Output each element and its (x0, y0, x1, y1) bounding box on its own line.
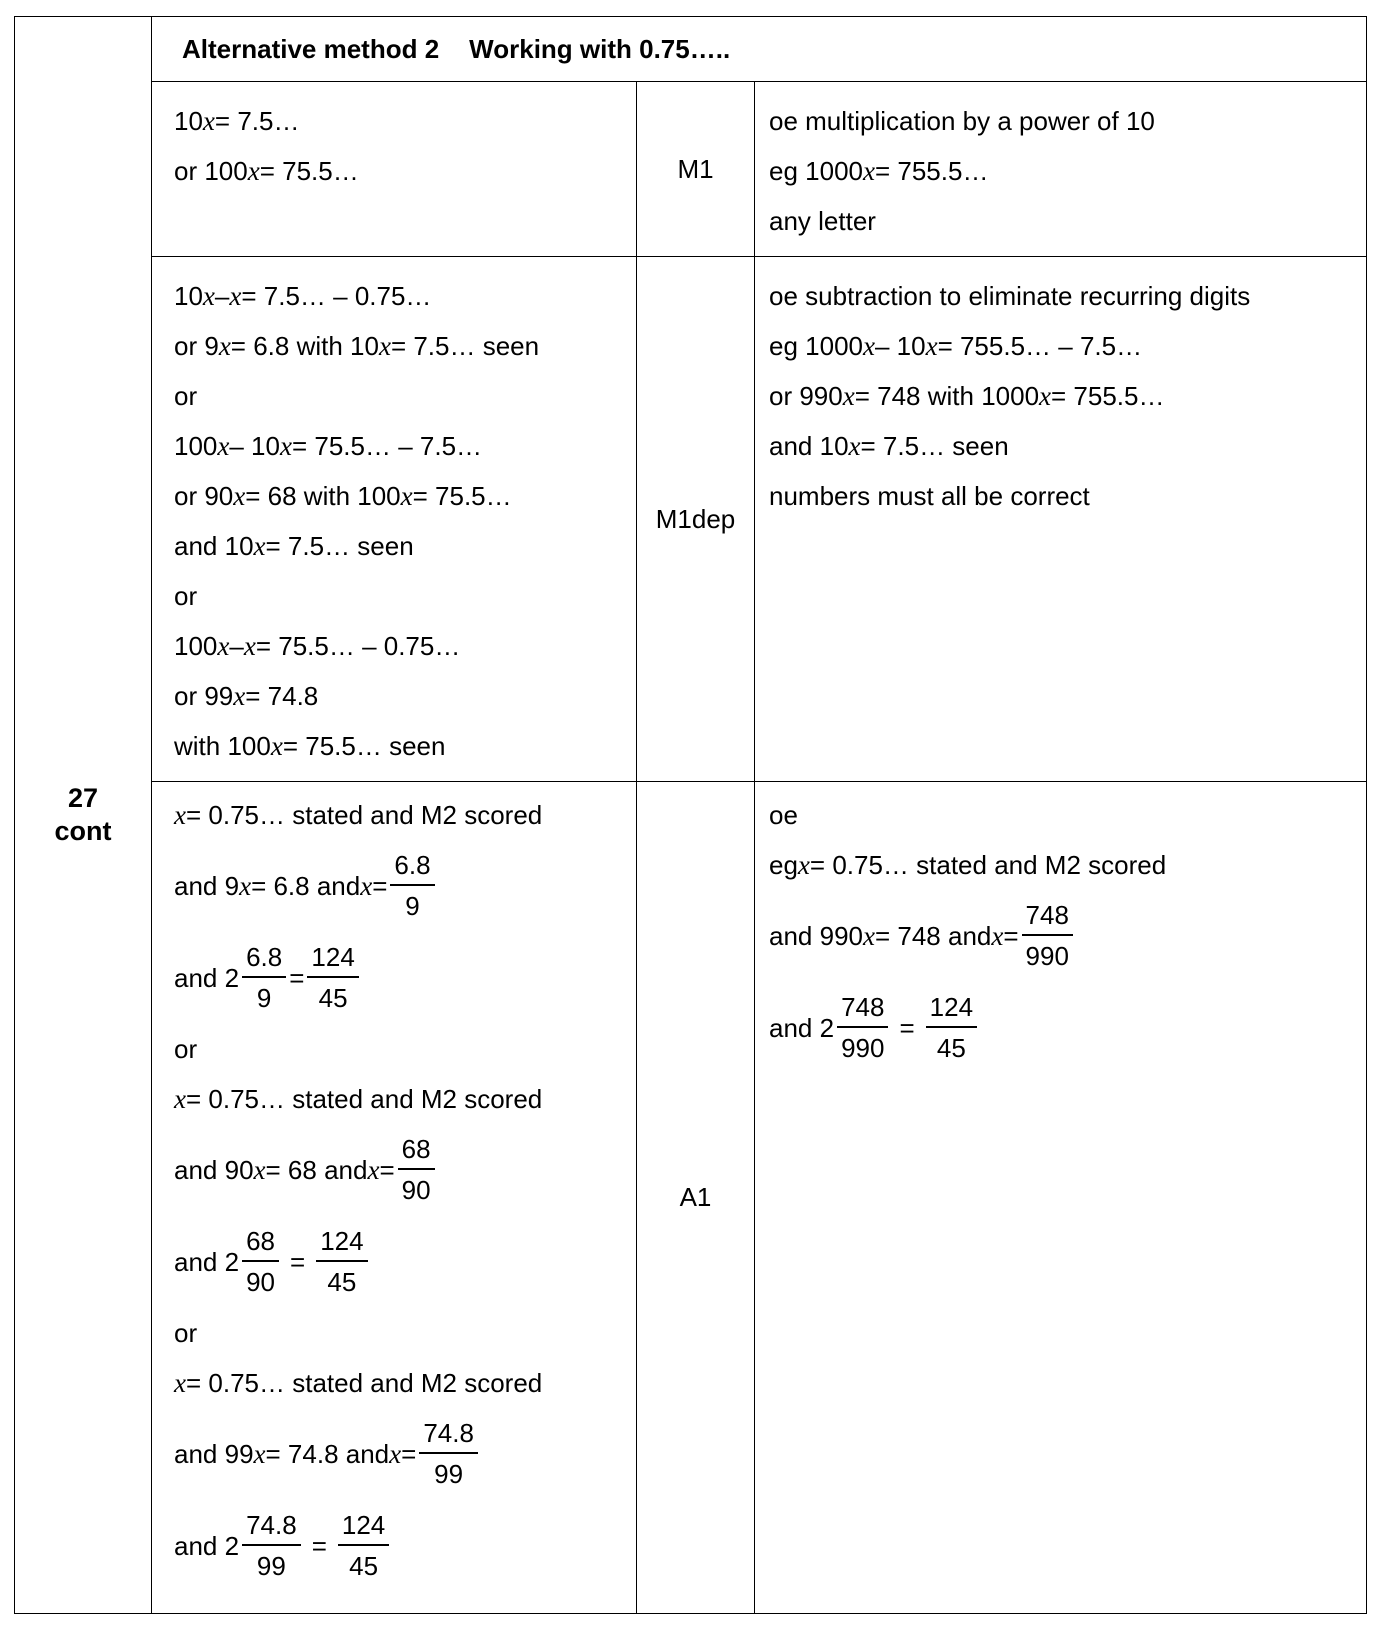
fraction: $\frac{124}{45}$ (926, 988, 977, 1068)
working-line: and 2 $\frac{74.8}{99}$ = $\frac{124}{45}$ (174, 1500, 626, 1592)
working-line: 10 x = 7.5… (174, 106, 300, 136)
working-line: x = 0.75… stated and M2 scored (174, 1084, 543, 1114)
working-line: and 2 $\frac{68}{90}$ = $\frac{124}{45}$ (174, 1216, 626, 1308)
comment-line: any letter (769, 206, 876, 236)
method-title: Alternative method 2 (182, 33, 440, 64)
table-row (15, 257, 1367, 782)
working-line: or 100 x = 75.5… (174, 156, 359, 186)
working-line: or (174, 1318, 198, 1348)
working-line: and 10 x = 7.5… seen (174, 531, 414, 561)
comments-cell (755, 782, 1367, 1614)
method-header (152, 17, 1367, 82)
working-line: and 9 x = 6.8 and x = $\frac{6.8}{9}$ (174, 840, 626, 932)
working-line: and 99 x = 74.8 and x = $\frac{74.8}{99}$ (174, 1408, 626, 1500)
mark-scheme-page (14, 16, 1366, 1614)
question-number: 27 (67, 783, 99, 813)
comment-line: oe multiplication by a power of 10 (769, 106, 1155, 136)
fraction: $\frac{124}{45}$ (316, 1222, 367, 1302)
working-line: with 100 x = 75.5… seen (174, 731, 446, 761)
comment-line: or 990 x = 748 with 1000 x = 755.5… (769, 381, 1165, 411)
working-line: and 90 x = 68 and x = $\frac{68}{90}$ (174, 1124, 626, 1216)
mark-cell (637, 82, 755, 257)
question-suffix: cont (54, 816, 112, 846)
fraction: $\frac{68}{90}$ (242, 1222, 279, 1302)
working-cell (152, 257, 637, 782)
fraction: $\frac{6.8}{9}$ (390, 846, 434, 926)
working-line: or 90 x = 68 with 100 x = 75.5… (174, 481, 512, 511)
comment-line: and 990 x = 748 and x = $\frac{748}{990}$ (769, 890, 1356, 982)
mark-label: M1 (677, 153, 714, 184)
working-line: or (174, 581, 198, 611)
mark-label: A1 (679, 1182, 712, 1212)
working-line: x = 0.75… stated and M2 scored (174, 1368, 543, 1398)
fraction: $\frac{124}{45}$ (307, 938, 358, 1018)
mark-scheme-table (14, 16, 1367, 1614)
working-line: and 2 $\frac{6.8}{9}$ = $\frac{124}{45}$ (174, 932, 626, 1024)
fraction: $\frac{124}{45}$ (338, 1506, 389, 1586)
fraction: $\frac{748}{990}$ (837, 988, 888, 1068)
working-cell (152, 82, 637, 257)
comment-line: and 10 x = 7.5… seen (769, 431, 1009, 461)
working-line: or 9 x = 6.8 with 10 x = 7.5… seen (174, 331, 540, 361)
fraction: $\frac{68}{90}$ (398, 1130, 435, 1210)
question-number-cell (15, 17, 152, 1614)
mark-cell (637, 257, 755, 782)
table-row (15, 82, 1367, 257)
comment-line: oe subtraction to eliminate recurring digits (769, 281, 1251, 311)
working-line: x = 0.75… stated and M2 scored (174, 800, 543, 830)
mark-cell (637, 782, 755, 1614)
mark-label: M1dep (655, 503, 736, 534)
comment-line: numbers must all be correct (769, 481, 1090, 511)
working-line: 10 x – x = 7.5… – 0.75… (174, 281, 432, 311)
comments-cell (755, 82, 1367, 257)
comment-line: eg 1000 x – 10 x = 755.5… – 7.5… (769, 331, 1143, 361)
method-working-title: Working with 0.75….. (469, 33, 731, 64)
fraction: $\frac{74.8}{99}$ (419, 1414, 478, 1494)
fraction: $\frac{748}{990}$ (1022, 896, 1073, 976)
comment-line: eg 1000 x = 755.5… (769, 156, 989, 186)
working-line: 100 x – x = 75.5… – 0.75… (174, 631, 461, 661)
comments-cell (755, 257, 1367, 782)
working-cell (152, 782, 637, 1614)
fraction: $\frac{6.8}{9}$ (242, 938, 286, 1018)
working-line: 100 x – 10 x = 75.5… – 7.5… (174, 431, 483, 461)
working-line: or 99 x = 74.8 (174, 681, 319, 711)
table-row (15, 782, 1367, 1614)
working-line: or (174, 1034, 198, 1064)
comment-line: eg x = 0.75… stated and M2 scored (769, 850, 1167, 880)
working-line: or (174, 381, 198, 411)
comment-line: and 2 $\frac{748}{990}$ = $\frac{124}{45}$ (769, 982, 1356, 1074)
comment-line: oe (769, 800, 798, 830)
fraction: $\frac{74.8}{99}$ (242, 1506, 301, 1586)
